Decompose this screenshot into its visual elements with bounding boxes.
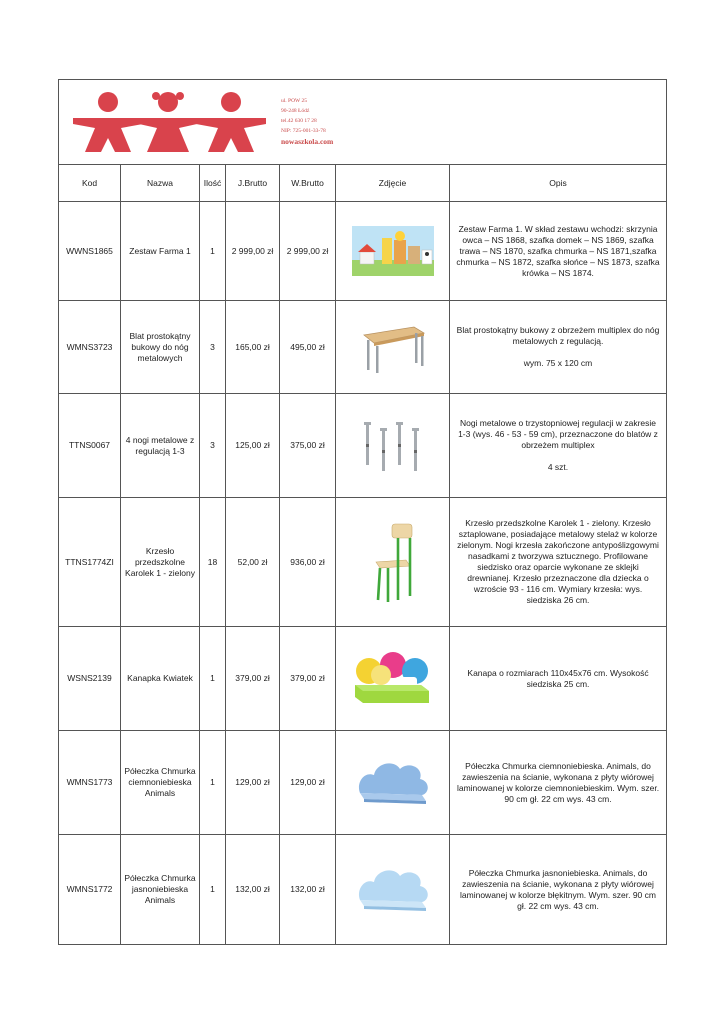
cell-code: WSNS2139: [59, 627, 121, 731]
cell-description: Krzesło przedszkolne Karolek 1 - zielony. Krzesło sztaplowane, posiadające metalowy stelaż w kolorze zielonym. Nogi krzesła zakończone antypoślizgowymi nasadkami z tworzywa sztucznego. Profilowane siedzisko oraz oparcie wykonane ze sklejki drewnianej. Krzesło przeznaczone dla dziecka o wzroście 93 - 116 cm. Wymiary krzesła: wys. siedziska 26 cm.: [450, 498, 667, 627]
company-logo-icon: [71, 90, 271, 152]
cell-name: Półeczka Chmurka jasnoniebieska Animals: [121, 835, 200, 945]
col-nazwa: Nazwa: [121, 165, 200, 202]
cell-unit-price: 132,00 zł: [226, 835, 280, 945]
cloud-shelf-dark-image: [354, 757, 432, 809]
cell-qty: 1: [200, 731, 226, 835]
letterhead: [59, 80, 667, 165]
table-row: [59, 627, 667, 731]
cell-description: Półeczka Chmurka jasnoniebieska. Animals, do zawieszenia na ścianie, wykonana z płyty wiórowej laminowanej w kolorze błękitnym. Wym. szer. 90 cm gł. 22 cm wys. 43 cm.: [450, 835, 667, 945]
cell-total-price: 129,00 zł: [280, 731, 336, 835]
cell-photo: [336, 202, 450, 301]
cell-photo: [336, 835, 450, 945]
cell-total-price: 495,00 zł: [280, 301, 336, 394]
farm-furniture-image: [352, 226, 434, 276]
col-wbrutto: W.Brutto: [280, 165, 336, 202]
col-kod: Kod: [59, 165, 121, 202]
cell-name: Blat prostokątny bukowy do nóg metalowych: [121, 301, 200, 394]
col-jbrutto: J.Brutto: [226, 165, 280, 202]
cell-qty: 1: [200, 835, 226, 945]
cell-unit-price: 129,00 zł: [226, 731, 280, 835]
cell-photo: [336, 627, 450, 731]
cell-description: Blat prostokątny bukowy z obrzeżem multiplex do nóg metalowych z regulacją. wym. 75 x 120 cm: [450, 301, 667, 394]
cell-total-price: 132,00 zł: [280, 835, 336, 945]
table-row: [59, 498, 667, 627]
cell-description: Kanapa o rozmiarach 110x45x76 cm. Wysokość siedziska 25 cm.: [450, 627, 667, 731]
cell-total-price: 379,00 zł: [280, 627, 336, 731]
cell-code: TTNS1774ZI: [59, 498, 121, 627]
table-row: [59, 301, 667, 394]
cell-photo: [336, 394, 450, 498]
cell-code: WMNS3723: [59, 301, 121, 394]
cell-name: Krzesło przedszkolne Karolek 1 - zielony: [121, 498, 200, 627]
col-ilosc: Ilość: [200, 165, 226, 202]
cell-total-price: 375,00 zł: [280, 394, 336, 498]
offer-table: [58, 79, 667, 945]
table-row: [59, 394, 667, 498]
col-opis: Opis: [450, 165, 667, 202]
cell-unit-price: 379,00 zł: [226, 627, 280, 731]
company-contact: [281, 96, 333, 147]
table-row: [59, 731, 667, 835]
table-top-image: [358, 319, 428, 375]
cell-unit-price: 52,00 zł: [226, 498, 280, 627]
offer-sheet: [58, 79, 666, 945]
column-headers: [59, 165, 667, 202]
cell-name: Półeczka Chmurka ciemnoniebieska Animals: [121, 731, 200, 835]
cell-photo: [336, 301, 450, 394]
cell-description: Nogi metalowe o trzystopniowej regulacji w zakresie 1-3 (wys. 46 - 53 - 59 cm), przeznaczone do blatów z obrzeżem multiplex 4 szt.: [450, 394, 667, 498]
cell-qty: 1: [200, 202, 226, 301]
letterhead-row: [59, 80, 667, 165]
cell-qty: 3: [200, 301, 226, 394]
green-chair-image: [368, 520, 418, 604]
cell-code: WMNS1773: [59, 731, 121, 835]
cell-qty: 3: [200, 394, 226, 498]
nip: NIP: 725-001-33-78: [281, 128, 326, 134]
col-zdjecie: Zdjęcie: [336, 165, 450, 202]
cell-qty: 1: [200, 627, 226, 731]
cell-description: Zestaw Farma 1. W skład zestawu wchodzi: skrzynia owca – NS 1868, szafka domek – NS 1869, szafka trawa – NS 1870, szafka chmurka – NS 1871,szafka chmurka – NS 1872, szafka słońce – NS 1873, szafka krówka – NS 1874.: [450, 202, 667, 301]
phone: tel.42 630 17 28: [281, 118, 317, 124]
cell-photo: [336, 498, 450, 627]
cell-name: Kanapka Kwiatek: [121, 627, 200, 731]
cloud-shelf-light-image: [354, 864, 432, 916]
cell-name: Zestaw Farma 1: [121, 202, 200, 301]
cell-total-price: 936,00 zł: [280, 498, 336, 627]
cell-description: Półeczka Chmurka ciemnoniebieska. Animals, do zawieszenia na ścianie, wykonana z płyty wiórowej laminowanej w kolorze ciemnoniebieskim. Wym. szer. 90 cm gł. 22 cm wys. 43 cm.: [450, 731, 667, 835]
cell-unit-price: 125,00 zł: [226, 394, 280, 498]
cell-code: TTNS0067: [59, 394, 121, 498]
city: 90-248 Łódź: [281, 108, 310, 114]
cell-unit-price: 2 999,00 zł: [226, 202, 280, 301]
table-row: [59, 202, 667, 301]
cell-code: WWNS1865: [59, 202, 121, 301]
website-link[interactable]: nowaszkola.com: [281, 137, 334, 146]
cell-photo: [336, 731, 450, 835]
table-row: [59, 835, 667, 945]
address: ul. POW 25: [281, 98, 308, 104]
cell-name: 4 nogi metalowe z regulacją 1-3: [121, 394, 200, 498]
flower-sofa-image: [351, 651, 435, 707]
cell-code: WMNS1772: [59, 835, 121, 945]
cell-unit-price: 165,00 zł: [226, 301, 280, 394]
cell-total-price: 2 999,00 zł: [280, 202, 336, 301]
cell-qty: 18: [200, 498, 226, 627]
metal-legs-image: [358, 418, 428, 474]
